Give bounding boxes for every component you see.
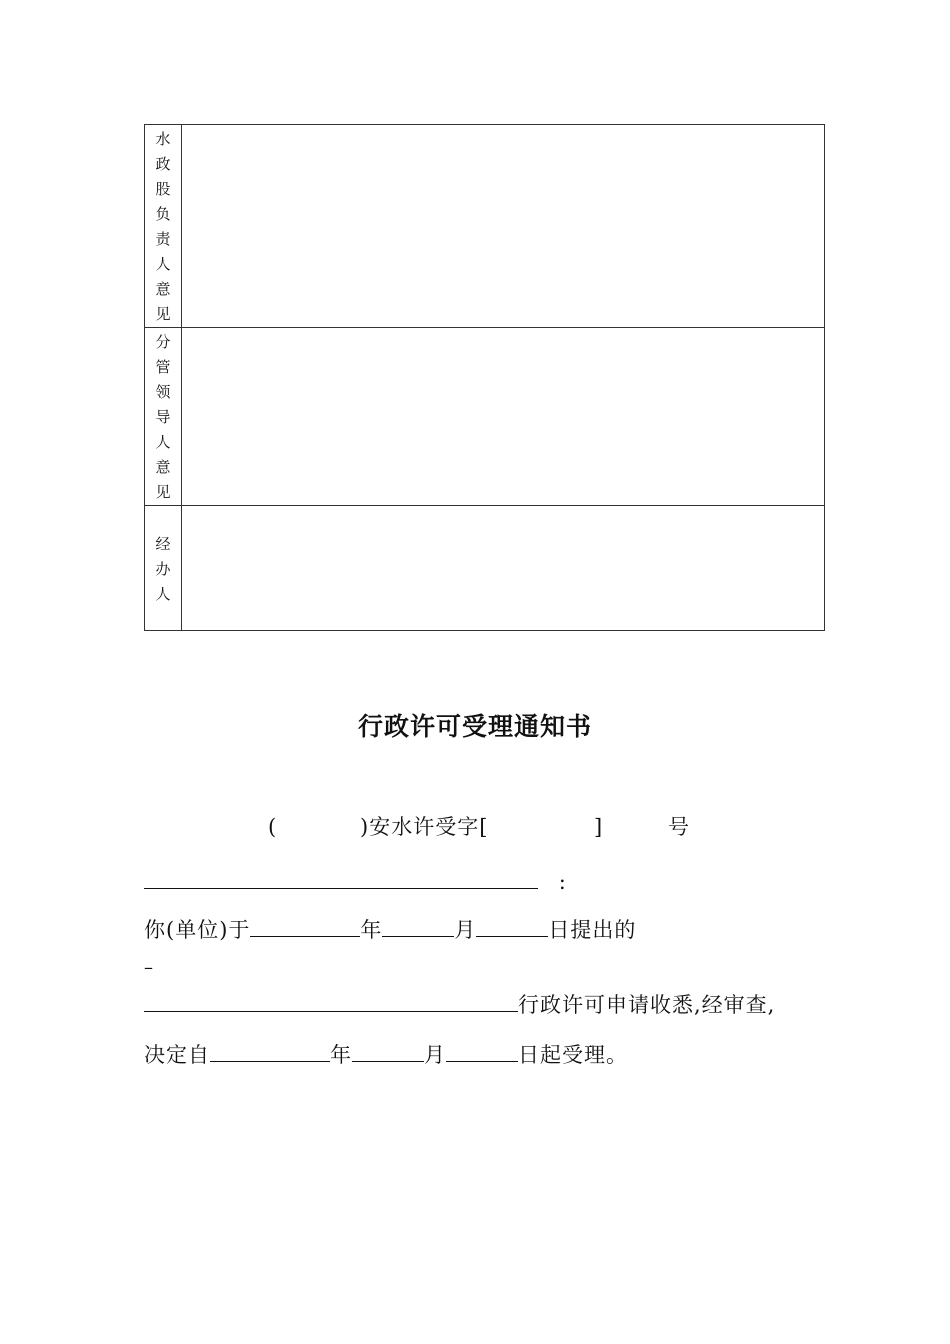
addressee-colon: :: [558, 870, 566, 894]
decide-start: 决定自: [144, 1043, 210, 1067]
addressee-blank[interactable]: [144, 866, 538, 889]
accept-year-blank[interactable]: [210, 1039, 330, 1062]
ref-hao: 号: [668, 815, 689, 839]
application-text: 行政许可申请收悉,经审查,: [518, 993, 776, 1017]
submit-year-blank[interactable]: [250, 914, 360, 937]
notice-title: 行政许可受理通知书: [357, 712, 592, 741]
leader-opinion-field[interactable]: [182, 328, 825, 506]
ref-close-bracket: ]: [594, 815, 603, 839]
ref-open-paren: (: [268, 815, 277, 839]
yue-label: 月: [424, 1043, 446, 1067]
accept-day-text: 日起受理。: [518, 1043, 628, 1067]
line1-start: 你(单位)于: [144, 918, 251, 942]
nian-label: 年: [360, 918, 383, 942]
submit-month-blank[interactable]: [382, 914, 454, 937]
table-row: [145, 125, 825, 328]
application-line: [144, 989, 775, 1018]
addressee-line: [144, 866, 566, 895]
table-row: [145, 506, 825, 631]
stray-mark: –: [144, 957, 153, 978]
acceptance-date-line: [144, 1039, 628, 1068]
submit-day-blank[interactable]: [476, 914, 548, 937]
water-admin-opinion-field[interactable]: [182, 125, 825, 328]
accept-day-blank[interactable]: [446, 1039, 518, 1062]
handler-field[interactable]: [182, 506, 825, 631]
approval-opinions-table: [144, 124, 825, 631]
submission-date-line: [144, 914, 636, 943]
submit-day-text: 日提出的: [548, 918, 637, 942]
handler-label: 经办人: [145, 506, 182, 631]
water-admin-opinion-label: 水政股负责人意见: [145, 125, 182, 328]
yue-label: 月: [454, 918, 477, 942]
ref-text: )安水许受字[: [360, 815, 489, 839]
nian-label: 年: [330, 1043, 352, 1067]
table-row: [145, 328, 825, 506]
leader-opinion-label: 分管领导人意见: [145, 328, 182, 506]
accept-month-blank[interactable]: [352, 1039, 424, 1062]
application-name-blank[interactable]: [144, 989, 518, 1012]
